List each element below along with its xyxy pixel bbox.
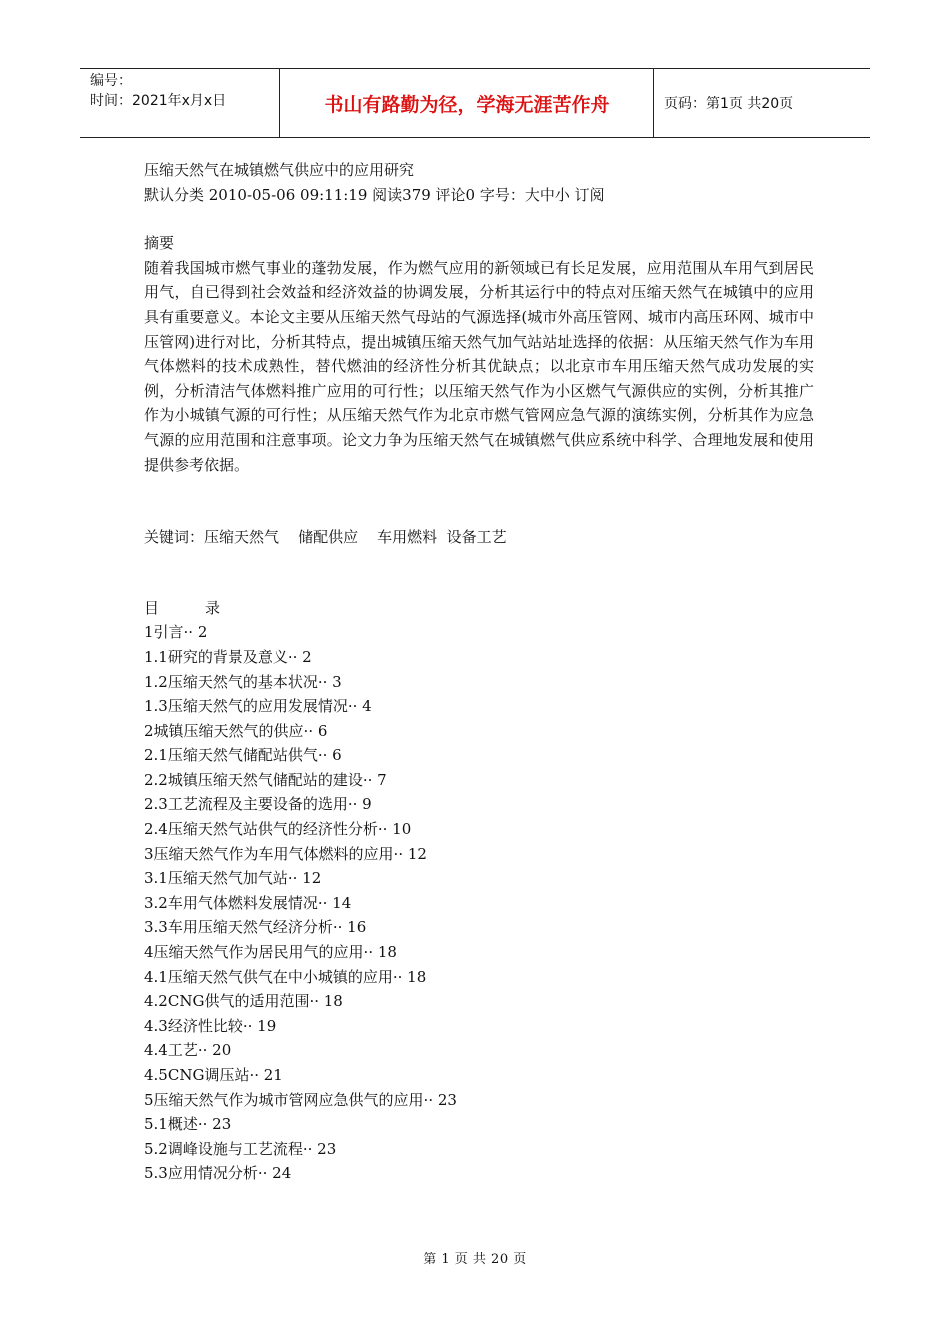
page-header <box>80 68 870 138</box>
abstract-heading: 摘要 <box>144 234 175 253</box>
toc-entry: 4.1压缩天然气供气在中小城镇的应用·· 18 <box>144 967 427 986</box>
toc-title-char-1: 目 <box>144 598 160 617</box>
toc-entry: 2.3工艺流程及主要设备的选用·· 9 <box>144 795 372 814</box>
article-meta: 默认分类 2010-05-06 09:11:19 阅读379 评论0 字号：大中小 订阅 <box>144 185 605 204</box>
toc-entry: 4.5CNG调压站·· 21 <box>144 1066 283 1084</box>
toc-title-char-2: 录 <box>205 598 221 617</box>
toc-entry: 2城镇压缩天然气的供应·· 6 <box>144 721 328 740</box>
article-body <box>144 158 814 1186</box>
time-label: 时间：2021年x月x日 <box>90 93 227 109</box>
toc-entry: 4.4工艺·· 20 <box>144 1041 232 1060</box>
abstract-body: 随着我国城市燃气事业的蓬勃发展，作为燃气应用的新领域已有长足发展，应用范围从车用气到居民用气，自已得到社会效益和经济效益的协调发展，分析其运行中的特点对压缩天然气在城镇中的应用具有重要意义。本论文主要从压缩天然气母站的气源选择(城市外高压管网、城市内高压环网、城市中压管网)进行对比，分析其特点，提出城镇压缩天然气加气站站址选择的依据：从压缩天然气作为车用气体燃料的技术成熟性，替代燃油的经济性分析其优缺点；以北京市车用压缩天然气成功发展的实例，分析清洁气体燃料推广应用的可行性；以压缩天然气作为小区燃气气源供应的实例，分析其推广作为小城镇气源的可行性；从压缩天然气作为北京市燃气管网应急气源的演练实例，分析其作为应急气源的应用范围和注意事项。论文力争为压缩天然气在城镇燃气供应系统中科学、合理地发展和使用提供参考依据。 <box>144 258 814 474</box>
toc-entry: 2.2城镇压缩天然气储配站的建设·· 7 <box>144 770 387 789</box>
toc-entry: 4.2CNG供气的适用范围·· 18 <box>144 992 343 1011</box>
toc-entry: 5.1概述·· 23 <box>144 1115 232 1134</box>
toc-entry: 1.1研究的背景及意义·· 2 <box>144 647 312 666</box>
motto: 书山有路勤为径，学海无涯苦作舟 <box>281 69 654 137</box>
page-label: 页码：第1页 共20页 <box>664 96 794 112</box>
toc-entry: 3.1压缩天然气加气站·· 12 <box>144 869 322 888</box>
toc-entry: 3.2车用气体燃料发展情况·· 14 <box>144 893 352 912</box>
toc-list <box>144 620 814 1186</box>
toc-entry: 3压缩天然气作为车用气体燃料的应用·· 12 <box>144 844 427 863</box>
toc-entry: 5.2调峰设施与工艺流程·· 23 <box>144 1139 337 1158</box>
toc-entry: 5压缩天然气作为城市管网应急供气的应用·· 23 <box>144 1090 457 1109</box>
toc-entry: 2.1压缩天然气储配站供气·· 6 <box>144 746 342 765</box>
toc-entry: 4.3经济性比较·· 19 <box>144 1016 277 1035</box>
keywords: 关键词：压缩天然气 储配供应 车用燃料 设备工艺 <box>144 528 507 547</box>
toc-entry: 1引言·· 2 <box>144 623 208 642</box>
toc-entry: 4压缩天然气作为居民用气的应用·· 18 <box>144 943 397 962</box>
toc-entry: 5.3应用情况分析·· 24 <box>144 1164 292 1183</box>
toc-entry: 1.2压缩天然气的基本状况·· 3 <box>144 672 342 691</box>
toc-entry: 3.3车用压缩天然气经济分析·· 16 <box>144 918 367 937</box>
header-left-cell <box>80 69 280 137</box>
number-label: 编号： <box>90 73 132 89</box>
toc-entry: 2.4压缩天然气站供气的经济性分析·· 10 <box>144 820 412 839</box>
toc-title <box>144 596 814 621</box>
article-title: 压缩天然气在城镇燃气供应中的应用研究 <box>144 161 415 179</box>
page-footer: 第 1 页 共 20 页 <box>423 1252 527 1267</box>
toc-entry: 1.3压缩天然气的应用发展情况·· 4 <box>144 697 372 716</box>
